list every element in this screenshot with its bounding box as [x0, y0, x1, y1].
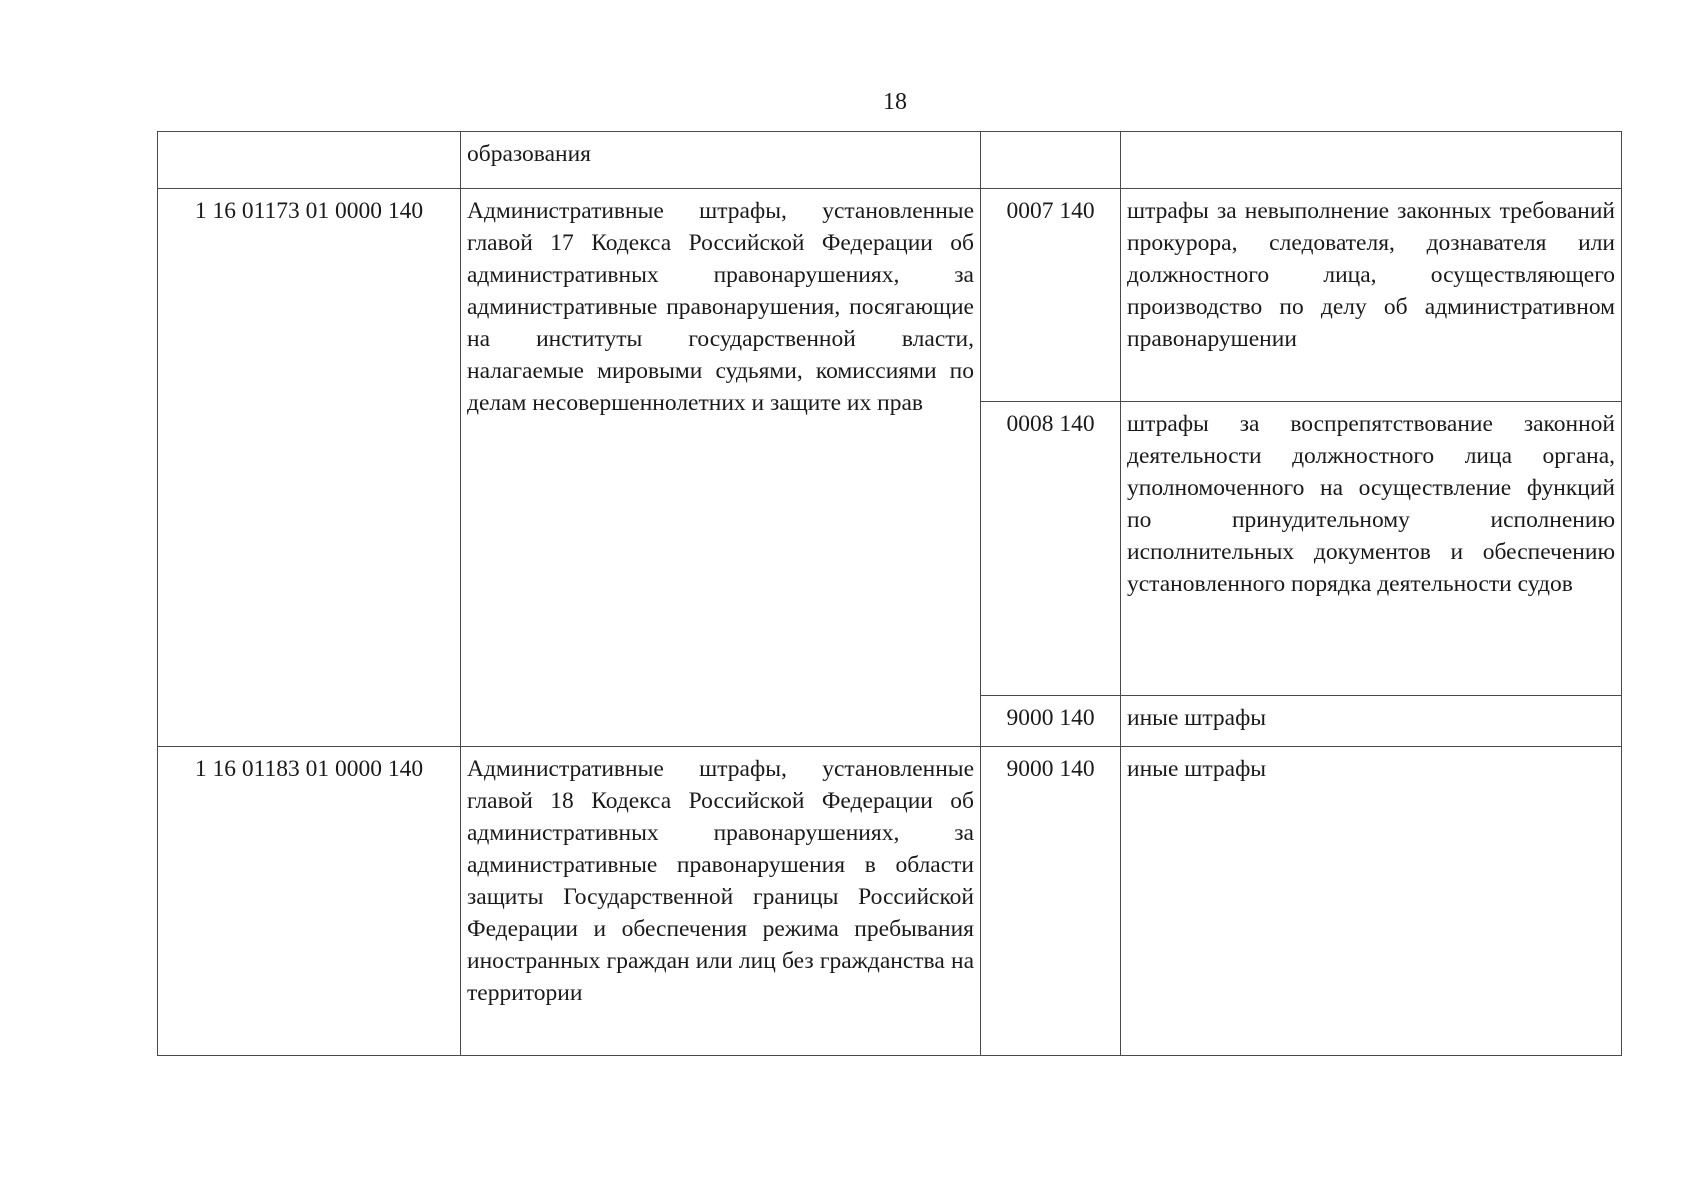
description-cell	[1121, 132, 1622, 189]
page-number: 18	[883, 89, 907, 115]
description-cell: штрафы за воспрепятствование законной деятельности должностного лица органа, уполномоченного на осуществление функций по принудительному исполнению исполнительных документов и обеспечению установленного порядка деятельности судов	[1121, 402, 1622, 696]
table-row	[158, 747, 1622, 1056]
name-cell: образования	[461, 132, 981, 189]
name-cell: Административные штрафы, установленные главой 18 Кодекса Российской Федерации об административных правонарушениях, за административные правонарушения в области защиты Государственной границы Российской Федерации и обеспечения режима пребывания иностранных граждан или лиц без гражданства на территории	[461, 747, 981, 1056]
code-cell	[158, 132, 461, 189]
description-cell: штрафы за невыполнение законных требований прокурора, следователя, дознавателя или должностного лица, осуществляющего производство по делу об административном правонарушении	[1121, 189, 1622, 402]
description-cell: иные штрафы	[1121, 696, 1622, 747]
budget-codes-table	[157, 131, 1622, 1056]
sub-code-cell	[981, 132, 1121, 189]
sub-code-cell: 0007 140	[981, 189, 1121, 402]
sub-code-cell: 0008 140	[981, 402, 1121, 696]
table-row	[158, 189, 1622, 402]
name-cell: Административные штрафы, установленные главой 17 Кодекса Российской Федерации об административных правонарушениях, за административные правонарушения, посягающие на институты государственной власти, налагаемые мировыми судьями, комиссиями по делам несовершеннолетних и защите их прав	[461, 189, 981, 747]
description-cell: иные штрафы	[1121, 747, 1622, 1056]
code-cell: 1 16 01183 01 0000 140	[158, 747, 461, 1056]
sub-code-cell: 9000 140	[981, 747, 1121, 1056]
table-row-continuation	[158, 132, 1622, 189]
sub-code-cell: 9000 140	[981, 696, 1121, 747]
code-cell: 1 16 01173 01 0000 140	[158, 189, 461, 747]
